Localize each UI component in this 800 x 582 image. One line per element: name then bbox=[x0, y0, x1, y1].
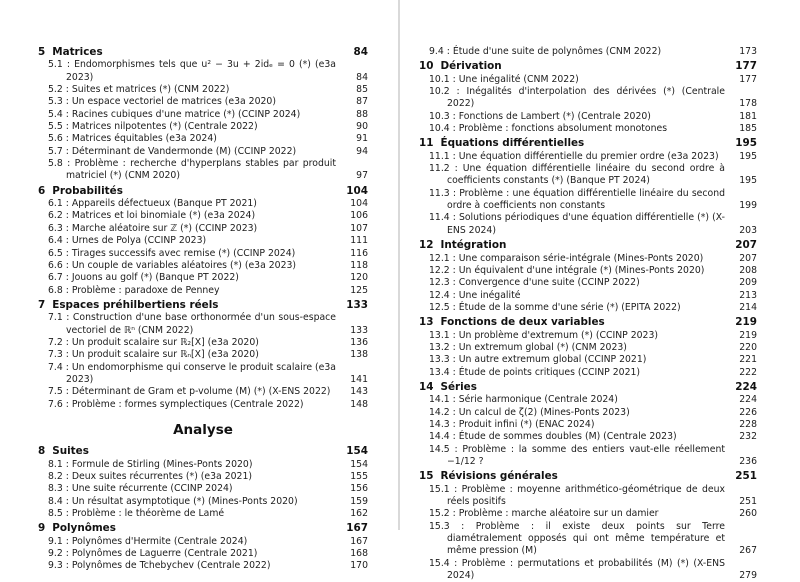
entry-page-number: 208 bbox=[739, 264, 757, 276]
toc-entry-15.3[interactable] bbox=[429, 521, 757, 558]
toc-section-8[interactable] bbox=[38, 445, 368, 457]
entry-page-number: 143 bbox=[350, 386, 368, 398]
entry-page-number: 133 bbox=[350, 324, 368, 336]
section-page-number: 224 bbox=[735, 380, 757, 393]
entry-page-number: 141 bbox=[350, 373, 368, 385]
entry-label: 12.2 : Un équivalent d'une intégrale (*) (Mines-Ponts 2020) bbox=[429, 264, 705, 276]
toc-entry-5.6[interactable] bbox=[48, 133, 368, 145]
toc-entry-15.2[interactable] bbox=[429, 508, 757, 520]
toc-entry-10.3[interactable] bbox=[429, 111, 757, 123]
toc-entry-5.1[interactable] bbox=[48, 59, 368, 84]
entry-label: 10.3 : Fonctions de Lambert (*) (Centrale 2020) bbox=[429, 110, 651, 122]
entry-label: 10.1 : Une inégalité (CNM 2022) bbox=[429, 73, 579, 85]
toc-section-10[interactable] bbox=[419, 60, 757, 72]
toc-entry-7.5[interactable] bbox=[48, 386, 368, 398]
entry-page-number: 91 bbox=[356, 133, 368, 145]
entry-page-number: 106 bbox=[350, 210, 368, 222]
section-number: 7 bbox=[38, 298, 46, 311]
section-title: 14 Séries bbox=[419, 380, 477, 393]
section-page-number: 133 bbox=[346, 298, 368, 311]
toc-entry-14.1[interactable] bbox=[429, 394, 757, 406]
entry-label: 6.6 : Un couple de variables aléatoires (*) (e3a 2023) bbox=[48, 259, 297, 271]
toc-entry-8.2[interactable] bbox=[48, 471, 368, 483]
entry-label: 8.1 : Formule de Stirling (Mines-Ponts 2020) bbox=[48, 458, 253, 470]
entry-page-number: 125 bbox=[350, 284, 368, 296]
toc-section-12[interactable] bbox=[419, 239, 757, 251]
entry-label: 5.3 : Un espace vectoriel de matrices (e3a 2020) bbox=[48, 96, 276, 108]
entry-label: 12.4 : Une inégalité bbox=[429, 289, 521, 301]
entry-page-number: 118 bbox=[350, 259, 368, 271]
toc-entry-12.5[interactable] bbox=[429, 302, 757, 314]
entry-page-number: 236 bbox=[739, 456, 757, 467]
entry-label: 8.4 : Un résultat asymptotique (*) (Mines-Ponts 2020) bbox=[48, 495, 298, 507]
entry-page-number: 162 bbox=[350, 508, 368, 520]
entry-page-number: 219 bbox=[739, 329, 757, 341]
entry-page-number: 173 bbox=[739, 46, 757, 57]
entry-label: 14.1 : Série harmonique (Centrale 2024) bbox=[429, 394, 618, 406]
entry-label: 5.6 : Matrices équitables (e3a 2024) bbox=[48, 133, 217, 145]
entry-label: 6.3 : Marche aléatoire sur ℤ (*) (CCINP 2023) bbox=[48, 222, 258, 234]
section-title: 6 Probabilités bbox=[38, 184, 123, 197]
entry-page-number: 90 bbox=[356, 121, 368, 133]
toc-entry-6.2[interactable] bbox=[48, 210, 368, 222]
entry-label: 12.3 : Convergence d'une suite (CCINP 2022) bbox=[429, 277, 640, 289]
entry-page-number: 221 bbox=[739, 354, 757, 366]
entry-label: 15.2 : Problème : marche aléatoire sur un damier bbox=[429, 508, 659, 520]
entry-label: 5.4 : Racines cubiques d'une matrice (*) (CCINP 2024) bbox=[48, 108, 301, 120]
section-number: 15 bbox=[419, 470, 434, 483]
toc-entry-8.1[interactable] bbox=[48, 459, 368, 471]
entry-label: 6.2 : Matrices et loi binomiale (*) (e3a 2024) bbox=[48, 210, 256, 222]
entry-page-number: 209 bbox=[739, 277, 757, 289]
entry-page-number: 120 bbox=[350, 272, 368, 284]
toc-entry-10.1[interactable] bbox=[429, 74, 757, 86]
entry-label: 10.2 : Inégalités d'interpolation des dérivées (*) (Centrale 2022) bbox=[429, 86, 725, 110]
entry-label: 6.1 : Appareils défectueux (Banque PT 2021) bbox=[48, 198, 257, 210]
toc-section-5[interactable] bbox=[38, 46, 368, 58]
entry-label: 14.4 : Étude de sommes doubles (M) (Centrale 2023) bbox=[429, 431, 677, 443]
toc-entry-12.2[interactable] bbox=[429, 265, 757, 277]
section-title: 7 Espaces préhilbertiens réels bbox=[38, 298, 219, 311]
entry-page-number: 185 bbox=[739, 123, 757, 135]
toc-entry-12.4[interactable] bbox=[429, 290, 757, 302]
entry-label: 9.4 : Étude d'une suite de polynômes (CNM 2022) bbox=[429, 46, 662, 57]
entry-label: 9.3 : Polynômes de Tchebychev (Centrale 2022) bbox=[48, 560, 271, 572]
entry-page-number: 214 bbox=[739, 301, 757, 313]
toc-entry-6.7[interactable] bbox=[48, 272, 368, 284]
toc-entry-13.4[interactable] bbox=[429, 367, 757, 379]
toc-column-right bbox=[419, 46, 757, 582]
section-page-number: 195 bbox=[735, 137, 757, 150]
toc-entry-9.4[interactable] bbox=[429, 46, 757, 58]
toc-entry-13.3[interactable] bbox=[429, 354, 757, 366]
section-title: 5 Matrices bbox=[38, 46, 103, 58]
entry-page-number: 170 bbox=[350, 560, 368, 572]
entry-label: 11.1 : Une équation différentielle du premier ordre (e3a 2023) bbox=[429, 150, 719, 162]
section-number: 6 bbox=[38, 184, 46, 197]
toc-section-11[interactable] bbox=[419, 137, 757, 149]
toc-entry-5.7[interactable] bbox=[48, 146, 368, 158]
entry-page-number: 85 bbox=[356, 84, 368, 96]
entry-label: 12.1 : Une comparaison série-intégrale (Mines-Ponts 2020) bbox=[429, 252, 704, 264]
section-title: 13 Fonctions de deux variables bbox=[419, 316, 605, 329]
section-page-number: 167 bbox=[346, 522, 368, 535]
section-title: 9 Polynômes bbox=[38, 522, 116, 535]
toc-section-13[interactable] bbox=[419, 316, 757, 328]
entry-page-number: 104 bbox=[350, 198, 368, 210]
entry-label: 13.4 : Étude de points critiques (CCINP 2021) bbox=[429, 366, 641, 378]
toc-entry-11.1[interactable] bbox=[429, 151, 757, 163]
section-page-number: 251 bbox=[735, 470, 757, 483]
entry-label: 5.1 : Endomorphismes tels que u² − 3u + 2idₑ = 0 (*) (e3a 2023) bbox=[48, 59, 336, 83]
section-number: 10 bbox=[419, 60, 434, 73]
entry-label: 15.3 : Problème : il existe deux points sur Terre diamétralement opposés qui ont même température et même pression (M) bbox=[429, 520, 725, 557]
toc-entry-7.3[interactable] bbox=[48, 349, 368, 361]
entry-label: 13.1 : Un problème d'extremum (*) (CCINP 2023) bbox=[429, 329, 659, 341]
entry-page-number: 97 bbox=[356, 170, 368, 182]
entry-label: 5.5 : Matrices nilpotentes (*) (Centrale 2022) bbox=[48, 121, 258, 133]
entry-label: 13.3 : Un autre extremum global (CCINP 2021) bbox=[429, 354, 647, 366]
entry-label: 6.4 : Urnes de Polya (CCINP 2023) bbox=[48, 235, 207, 247]
section-page-number: 219 bbox=[735, 316, 757, 329]
toc-entry-8.5[interactable] bbox=[48, 508, 368, 520]
entry-page-number: 232 bbox=[739, 431, 757, 443]
toc-entry-8.3[interactable] bbox=[48, 483, 368, 495]
toc-entry-11.2[interactable] bbox=[429, 163, 757, 188]
entry-page-number: 168 bbox=[350, 548, 368, 560]
toc-entry-9.3[interactable] bbox=[48, 560, 368, 572]
section-number: 8 bbox=[38, 445, 46, 458]
entry-label: 7.2 : Un produit scalaire sur ℝ₂[X] (e3a 2020) bbox=[48, 336, 259, 348]
entry-label: 13.2 : Un extremum global (*) (CNM 2023) bbox=[429, 341, 627, 353]
entry-page-number: 267 bbox=[739, 545, 757, 557]
entry-label: 14.3 : Produit infini (*) (ENAC 2024) bbox=[429, 418, 595, 430]
entry-label: 7.4 : Un endomorphisme qui conserve le produit scalaire (e3a 2023) bbox=[48, 361, 336, 385]
toc-page-right bbox=[400, 0, 800, 582]
entry-label: 15.1 : Problème : moyenne arithmético-géométrique de deux réels positifs bbox=[429, 483, 725, 508]
toc-entry-6.4[interactable] bbox=[48, 235, 368, 247]
entry-page-number: 111 bbox=[350, 235, 368, 247]
toc-entry-11.3[interactable] bbox=[429, 188, 757, 213]
toc-entry-15.4[interactable] bbox=[429, 558, 757, 582]
toc-entry-5.3[interactable] bbox=[48, 96, 368, 108]
toc-section-15[interactable] bbox=[419, 470, 757, 482]
part-heading: Analyse bbox=[173, 421, 233, 438]
toc-entry-14.4[interactable] bbox=[429, 431, 757, 443]
entry-label: 7.3 : Un produit scalaire sur ℝₙ[X] (e3a 2020) bbox=[48, 349, 259, 361]
entry-page-number: 155 bbox=[350, 471, 368, 482]
entry-page-number: 116 bbox=[350, 247, 368, 259]
entry-page-number: 154 bbox=[350, 458, 368, 470]
entry-page-number: 226 bbox=[739, 406, 757, 418]
entry-label: 8.5 : Problème : le théorème de Lamé bbox=[48, 508, 225, 520]
toc-entry-14.2[interactable] bbox=[429, 407, 757, 419]
toc-entry-7.4[interactable] bbox=[48, 362, 368, 387]
toc-entry-6.6[interactable] bbox=[48, 260, 368, 272]
entry-label: 11.3 : Problème : une équation différentielle linéaire du second ordre à coefficients non constants bbox=[429, 187, 725, 212]
entry-page-number: 207 bbox=[739, 252, 757, 264]
toc-entry-14.3[interactable] bbox=[429, 419, 757, 431]
entry-label: 7.5 : Déterminant de Gram et p-volume (M) (*) (X-ENS 2022) bbox=[48, 386, 331, 398]
toc-column-left bbox=[38, 46, 368, 573]
toc-entry-5.8[interactable] bbox=[48, 158, 368, 183]
section-page-number: 84 bbox=[353, 46, 368, 58]
toc-entry-15.1[interactable] bbox=[429, 484, 757, 509]
toc-entry-11.4[interactable] bbox=[429, 212, 757, 237]
entry-page-number: 107 bbox=[350, 222, 368, 234]
entry-label: 9.1 : Polynômes d'Hermite (Centrale 2024) bbox=[48, 535, 248, 547]
entry-label: 6.7 : Jouons au golf (*) (Banque PT 2022) bbox=[48, 272, 239, 284]
section-number: 11 bbox=[419, 137, 434, 150]
entry-label: 7.1 : Construction d'une base orthonormée d'un sous-espace vectoriel de ℝⁿ (CNM 2022) bbox=[48, 312, 336, 336]
entry-label: 10.4 : Problème : fonctions absolument monotones bbox=[429, 123, 668, 135]
toc-entry-9.1[interactable] bbox=[48, 536, 368, 548]
toc-entry-12.3[interactable] bbox=[429, 277, 757, 289]
entry-page-number: 84 bbox=[356, 71, 368, 83]
entry-page-number: 148 bbox=[350, 398, 368, 410]
section-title: 10 Dérivation bbox=[419, 60, 502, 73]
toc-entry-7.1[interactable] bbox=[48, 312, 368, 337]
toc-entry-7.2[interactable] bbox=[48, 337, 368, 349]
entry-label: 15.4 : Problème : permutations et probabilités (M) (*) (X-ENS 2024) bbox=[429, 557, 725, 582]
toc-section-9[interactable] bbox=[38, 522, 368, 534]
entry-page-number: 138 bbox=[350, 349, 368, 361]
section-number: 14 bbox=[419, 380, 434, 393]
entry-page-number: 195 bbox=[739, 175, 757, 187]
toc-page-left bbox=[0, 0, 398, 572]
toc-entry-8.4[interactable] bbox=[48, 496, 368, 508]
entry-page-number: 159 bbox=[350, 495, 368, 507]
entry-page-number: 251 bbox=[739, 496, 757, 508]
entry-page-number: 213 bbox=[739, 289, 757, 301]
entry-page-number: 88 bbox=[356, 108, 368, 120]
toc-entry-6.5[interactable] bbox=[48, 248, 368, 260]
entry-page-number: 94 bbox=[356, 145, 368, 157]
entry-label: 11.2 : Une équation différentielle linéaire du second ordre à coefficients constants (*) (Banque PT 2024) bbox=[429, 163, 725, 187]
entry-page-number: 87 bbox=[356, 96, 368, 108]
toc-entry-10.2[interactable] bbox=[429, 86, 757, 111]
toc-entry-13.1[interactable] bbox=[429, 330, 757, 342]
entry-page-number: 260 bbox=[739, 508, 757, 520]
section-title: 15 Révisions générales bbox=[419, 470, 558, 483]
entry-label: 5.8 : Problème : recherche d'hyperplans stables par produit matriciel (*) (CNM 2020) bbox=[48, 158, 336, 182]
section-page-number: 154 bbox=[346, 445, 368, 458]
toc-section-6[interactable] bbox=[38, 185, 368, 197]
toc-section-14[interactable] bbox=[419, 381, 757, 393]
entry-page-number: 167 bbox=[350, 535, 368, 547]
toc-entry-10.4[interactable] bbox=[429, 123, 757, 135]
section-number: 9 bbox=[38, 522, 46, 535]
section-title: 12 Intégration bbox=[419, 239, 507, 252]
section-number: 5 bbox=[38, 46, 46, 58]
toc-entry-6.8[interactable] bbox=[48, 285, 368, 297]
entry-page-number: 220 bbox=[739, 341, 757, 353]
entry-label: 6.8 : Problème : paradoxe de Penney bbox=[48, 284, 220, 296]
toc-entry-5.5[interactable] bbox=[48, 121, 368, 133]
entry-label: 8.3 : Une suite récurrente (CCINP 2024) bbox=[48, 483, 233, 495]
section-page-number: 104 bbox=[346, 184, 368, 197]
entry-page-number: 222 bbox=[739, 366, 757, 378]
entry-page-number: 224 bbox=[739, 394, 757, 406]
toc-entry-12.1[interactable] bbox=[429, 253, 757, 265]
entry-label: 5.2 : Suites et matrices (*) (CNM 2022) bbox=[48, 84, 230, 96]
entry-page-number: 136 bbox=[350, 336, 368, 348]
entry-page-number: 156 bbox=[350, 483, 368, 495]
toc-entry-5.4[interactable] bbox=[48, 109, 368, 121]
entry-label: 14.2 : Un calcul de ζ(2) (Mines-Ponts 2023) bbox=[429, 406, 630, 418]
section-page-number: 177 bbox=[735, 60, 757, 73]
entry-page-number: 203 bbox=[739, 224, 757, 236]
entry-label: 12.5 : Étude de la somme d'une série (*) (EPITA 2022) bbox=[429, 301, 681, 313]
entry-page-number: 195 bbox=[739, 150, 757, 162]
entry-label: 14.5 : Problème : la somme des entiers vaut-elle réellement −1/12 ? bbox=[429, 443, 725, 467]
section-title: 8 Suites bbox=[38, 445, 89, 458]
entry-label: 11.4 : Solutions périodiques d'une équation différentielle (*) (X-ENS 2024) bbox=[429, 212, 725, 236]
section-number: 13 bbox=[419, 316, 434, 329]
entry-page-number: 177 bbox=[739, 73, 757, 85]
entry-page-number: 228 bbox=[739, 418, 757, 430]
entry-label: 7.6 : Problème : formes symplectiques (Centrale 2022) bbox=[48, 398, 304, 410]
entry-page-number: 199 bbox=[739, 200, 757, 212]
toc-section-7[interactable] bbox=[38, 299, 368, 311]
entry-page-number: 279 bbox=[739, 570, 757, 582]
entry-label: 5.7 : Déterminant de Vandermonde (M) (CCINP 2022) bbox=[48, 145, 297, 157]
toc-entry-6.1[interactable] bbox=[48, 198, 368, 210]
section-title: 11 Équations différentielles bbox=[419, 137, 585, 150]
toc-entry-6.3[interactable] bbox=[48, 223, 368, 235]
toc-entry-5.2[interactable] bbox=[48, 84, 368, 96]
entry-label: 9.2 : Polynômes de Laguerre (Centrale 2021) bbox=[48, 548, 258, 560]
entry-label: 6.5 : Tirages successifs avec remise (*) (CCINP 2024) bbox=[48, 247, 296, 259]
section-page-number: 207 bbox=[735, 239, 757, 252]
toc-entry-9.2[interactable] bbox=[48, 548, 368, 560]
section-number: 12 bbox=[419, 239, 434, 252]
toc-entry-13.2[interactable] bbox=[429, 342, 757, 354]
entry-label: 8.2 : Deux suites récurrentes (*) (e3a 2021) bbox=[48, 471, 252, 482]
entry-page-number: 178 bbox=[739, 98, 757, 110]
toc-entry-7.6[interactable] bbox=[48, 399, 368, 411]
entry-page-number: 181 bbox=[739, 110, 757, 122]
toc-entry-14.5[interactable] bbox=[429, 444, 757, 469]
